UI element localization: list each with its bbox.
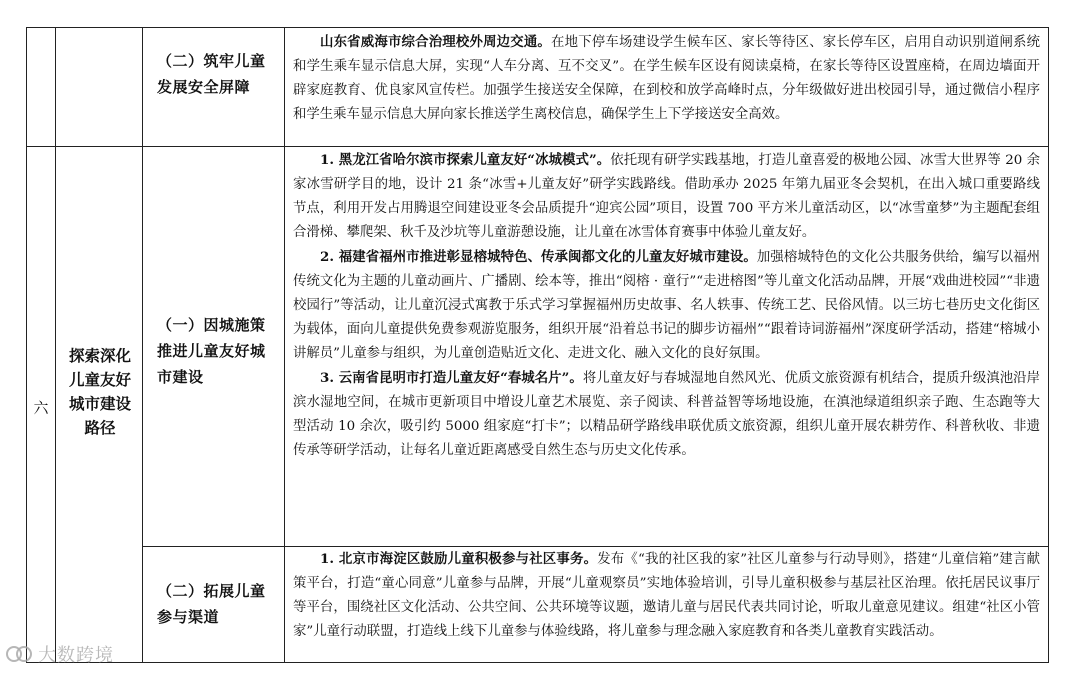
category-label: 探索深化儿童友好城市建设路径 (68, 347, 131, 437)
item-paragraph (293, 148, 1040, 245)
item-body: 发布《“我的社区我的家”社区儿童参与行动导则》，搭建“儿童信箱”建言献策平台，打造“童心同意”儿童参与品牌，开展“儿童观察员”实地体验培训，引导儿童积极参与基层社区治理。依托居民议事厅等平台，围绕社区文化活动、公共空间、公共环境等议题，邀请儿童与居民代表共同讨论，听取儿童意见建议。组建“社区小管家”儿童行动联盟，打造线上线下儿童参与体验线路，将儿童参与理念融入家庭教育和各类儿童教育实践活动。 (293, 552, 1040, 639)
col-divider-2 (142, 28, 143, 662)
item-title: 1. 黑龙江省哈尔滨市探索儿童友好“冰城模式”。 (320, 152, 611, 168)
item-title: 山东省威海市综合治理校外周边交通。 (320, 34, 552, 50)
content-cell-1 (293, 148, 1040, 463)
item-body: 依托现有研学实践基地，打造儿童喜爱的极地公园、冰雪大世界等 20 余家冰雪研学目的地，设计 21 条“冰雪+儿童友好”研学实践路线。借助承办 2025 年第九届亚冬会契机，在出入城口重要路线节点，利用开发占用腾退空间建设亚冬会品质提升“迎宾公园”项目，设置 700 平方米儿童活动区，以“冰雪童梦”为主题配套组合滑梯、攀爬架、秋千及沙坑等儿童游憩设施，让儿童在冰雪体育赛事中体验儿童友好。 (293, 153, 1040, 240)
row-divider-1 (27, 146, 1048, 147)
item-title: 1. 北京市海淀区鼓励儿童积极参与社区事务。 (320, 551, 598, 567)
item-title: 2. 福建省福州市推进彰显榕城特色、传承闽都文化的儿童友好城市建设。 (320, 249, 757, 265)
watermark-text: 大数跨境 (38, 645, 114, 666)
item-body: 在地下停车场建设学生候车区、家长等待区、家长停车区，启用自动识别道闸系统和学生乘车显示信息大屏，实现“人车分离、互不交叉”。在学生候车区设有阅读桌椅，在家长等待区设置座椅，在周边墙面开辟家庭教育、优良家风宣传栏。加强学生接送安全保障，在到校和放学高峰时点，分年级做好进出校园引导，通过微信小程序和学生乘车显示信息大屏向家长推送学生离校信息，确保学生上下学接送安全高效。 (293, 35, 1041, 122)
item-paragraph (293, 245, 1040, 366)
item-body: 加强榕城特色的文化公共服务供给，编写以福州传统文化为主题的儿童动画片、广播剧、绘本等，推出“阅榕 · 童行”“走进榕图”等儿童文化活动品牌，开展“戏曲进校园”“非遗校园行”等活动，让儿童沉浸式寓教于乐式学习掌握福州历史故事、名人轶事、传统工艺、民俗风情。以三坊七巷历史文化街区为载体，面向儿童提供免费参观游览服务，组织开展“沿着总书记的脚步访福州”“跟着诗词游福州”深度研学活动，搭建“榕城小讲解员”儿童参与组织，为儿童创造贴近文化、走进文化、融入文化的良好氛围。 (293, 250, 1041, 361)
item-paragraph (293, 30, 1040, 127)
item-paragraph (293, 366, 1040, 463)
subcategory-label-1: （一）因城施策推进儿童友好城市建设 (157, 316, 266, 386)
watermark (6, 641, 114, 667)
col-divider-3 (284, 28, 285, 662)
item-paragraph (293, 547, 1040, 644)
subcategory-label-top: （二）筑牢儿童发展安全屏障 (157, 52, 266, 96)
watermark-logo-icon (6, 643, 32, 665)
row-number: 六 (33, 399, 49, 417)
item-title: 3. 云南省昆明市打造儿童友好“春城名片”。 (320, 370, 583, 386)
content-cell-top (293, 30, 1040, 127)
item-body: 将儿童友好与春城湿地自然风光、优质文旅资源有机结合，提质升级滇池沿岸滨水湿地空间，在城市更新项目中增设儿童艺术展览、亲子阅读、科普益智等场地设施，在滇池绿道组织亲子跑、生态跑等大型活动 10 余次，吸引约 5000 组家庭“打卡”；以精品研学路线串联优质文旅资源，组织儿童开展农耕劳作、科普秋收、非遗传承等研学活动，让每名儿童近距离感受自然生态与历史文化传承。 (293, 371, 1041, 458)
subcategory-label-2: （二）拓展儿童参与渠道 (157, 582, 266, 626)
policy-table (26, 27, 1049, 663)
col-divider-1 (55, 28, 56, 662)
content-cell-2 (293, 547, 1040, 644)
